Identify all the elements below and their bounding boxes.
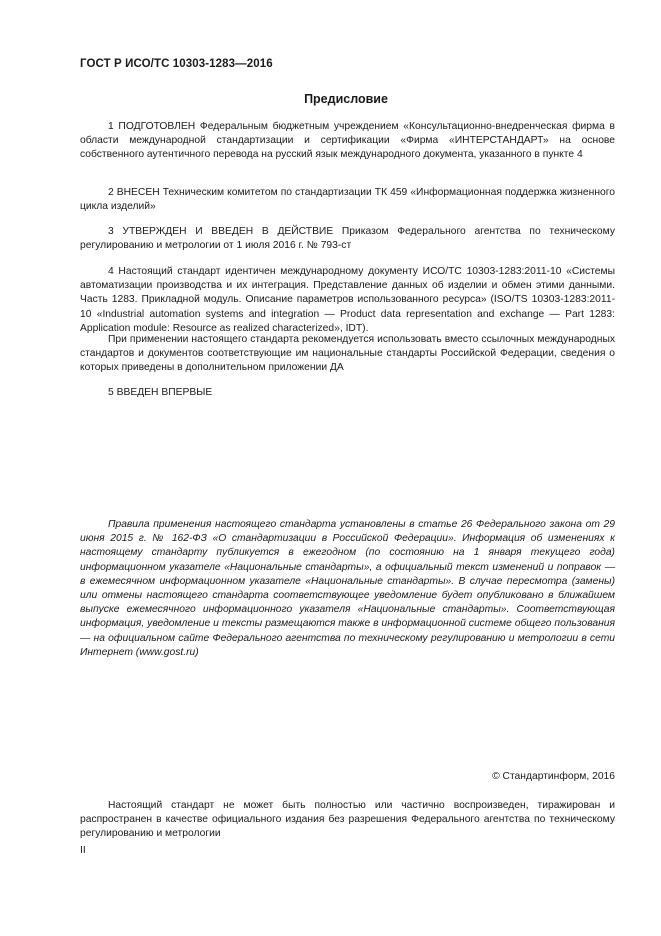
copyright-line: © Стандартинформ, 2016 — [492, 771, 615, 782]
page-number: II — [80, 845, 86, 856]
section-title: Предисловие — [304, 92, 388, 106]
paragraph-prepared: 1 ПОДГОТОВЛЕН Федеральным бюджетным учреждением «Консультационно-внедренческая фирма в области международной стандартизации и сертификации «Фирма «ИНТЕРСТАНДАРТ» на основе собственного аутентичного перевода на русский язык международного документа, указанного в пункте 4 — [80, 121, 615, 161]
paragraph-references: При применении настоящего стандарта рекомендуется использовать вместо ссылочных международных стандартов и документов соответствующие им национальные стандарты Российской Федерации, сведения о которых приведены в дополнительном приложении ДА — [80, 334, 615, 374]
application-rules-notice: Правила применения настоящего стандарта установлены в статье 26 Федерального закона от 29 июня 2015 г. № 162-ФЗ «О стандартизации в Российской Федерации». Информация об изменениях к настоящему стандарту публикуется в ежегодном (по состоянию на 1 января текущего года) информационном указателе «Национальные стандарты», а официальный текст изменений и поправок — в ежемесячном информационном указателе «Национальные стандарты». В случае пересмотра (замены) или отмены настоящего стандарта соответствующее уведомление будет опубликовано в ближайшем выпуске ежемесячного информационного указателя «Национальные стандарты». Соответствующая информация, уведомление и тексты размещаются также в информационной системе общего пользования — на официальном сайте Федерального агентства по техническому регулированию и метрологии в сети Интернет (www.gost.ru) — [80, 519, 615, 658]
paragraph-introduced: 2 ВНЕСЕН Техническим комитетом по стандартизации ТК 459 «Информационная поддержка жизненного цикла изделий» — [80, 187, 615, 213]
document-code: ГОСТ Р ИСО/ТС 10303-1283—2016 — [80, 58, 273, 70]
reproduction-notice: Настоящий стандарт не может быть полностью или частично воспроизведен, тиражирован и распространен в качестве официального издания без разрешения Федерального агентства по техническому регулированию и метрологии — [80, 800, 615, 840]
paragraph-identical: 4 Настоящий стандарт идентичен международному документу ИСО/ТС 10303-1283:2011-10 «Системы автоматизации производства и их интеграция. Представление данных об изделии и обмен этими данными. Часть 1283. Прикладной модуль. Описание параметров использованного ресурса» (ISO/TS 10303-1283:2011-10 «Industrial automation systems and integration — Product data representation and exchange — Part 1283: Application module: Resource as realized characterized», IDT). — [80, 266, 615, 334]
paragraph-first-introduced: 5 ВВЕДЕН ВПЕРВЫЕ — [108, 387, 213, 398]
paragraph-approved: 3 УТВЕРЖДЕН И ВВЕДЕН В ДЕЙСТВИЕ Приказом Федерального агентства по техническому регулированию и метрологии от 1 июля 2016 г. № 793-ст — [80, 226, 615, 252]
